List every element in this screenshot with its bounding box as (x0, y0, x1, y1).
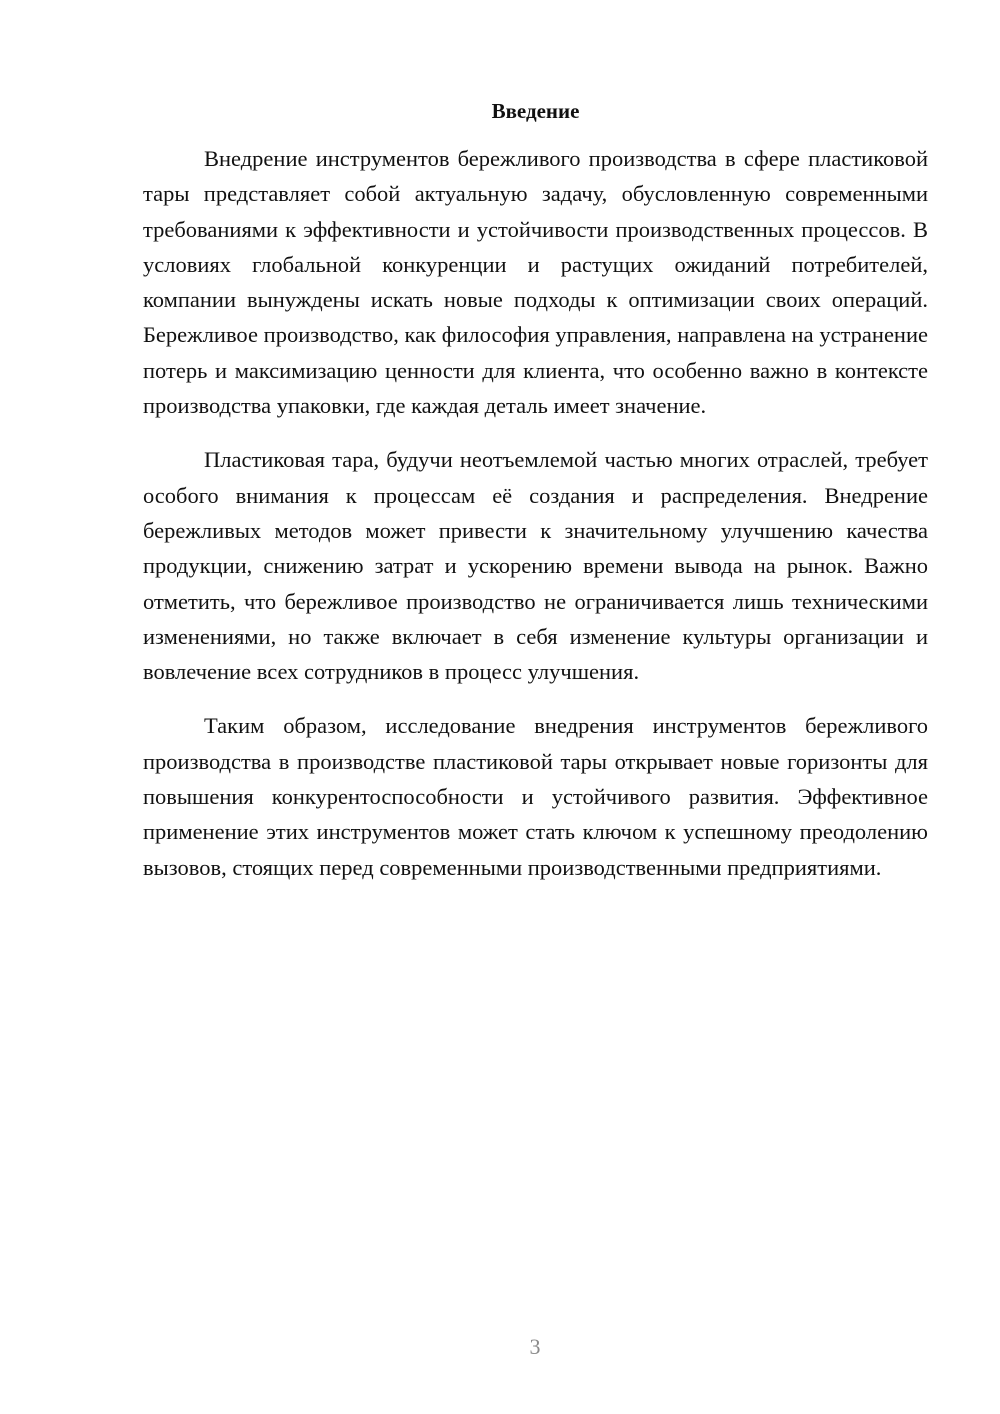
section-heading: Введение (491, 99, 580, 123)
paragraph-1: Внедрение инструментов бережливого производства в сфере пластиковой тары представляет собой актуальную задачу, обусловленную современными требованиями к эффективности и устойчивости производственных процессов. В условиях глобальной конкуренции и растущих ожиданий потребителей, компании вынуждены искать новые подходы к оптимизации своих операций. Бережливое производство, как философия управления, направлена на устранение потерь и максимизацию ценности для клиента, что особенно важно в контексте производства упаковки, где каждая деталь имеет значение. (143, 146, 928, 419)
page-number: 3 (529, 1334, 541, 1359)
paragraph-3: Таким образом, исследование внедрения инструментов бережливого производства в производстве пластиковой тары открывает новые горизонты для повышения конкурентоспособности и устойчивого развития. Эффективное применение этих инструментов может стать ключом к успешному преодолению вызовов, стоящих перед современными производственными предприятиями. (143, 713, 928, 880)
body-text (143, 141, 928, 904)
paragraph-2: Пластиковая тара, будучи неотъемлемой частью многих отраслей, требует особого внимания к процессам её создания и распределения. Внедрение бережливых методов может привести к значительному улучшению качества продукции, снижению затрат и ускорению времени вывода на рынок. Важно отметить, что бережливое производство не ограничивается лишь техническими изменениями, но также включает в себя изменение культуры организации и вовлечение всех сотрудников в процесс улучшения. (143, 447, 928, 685)
